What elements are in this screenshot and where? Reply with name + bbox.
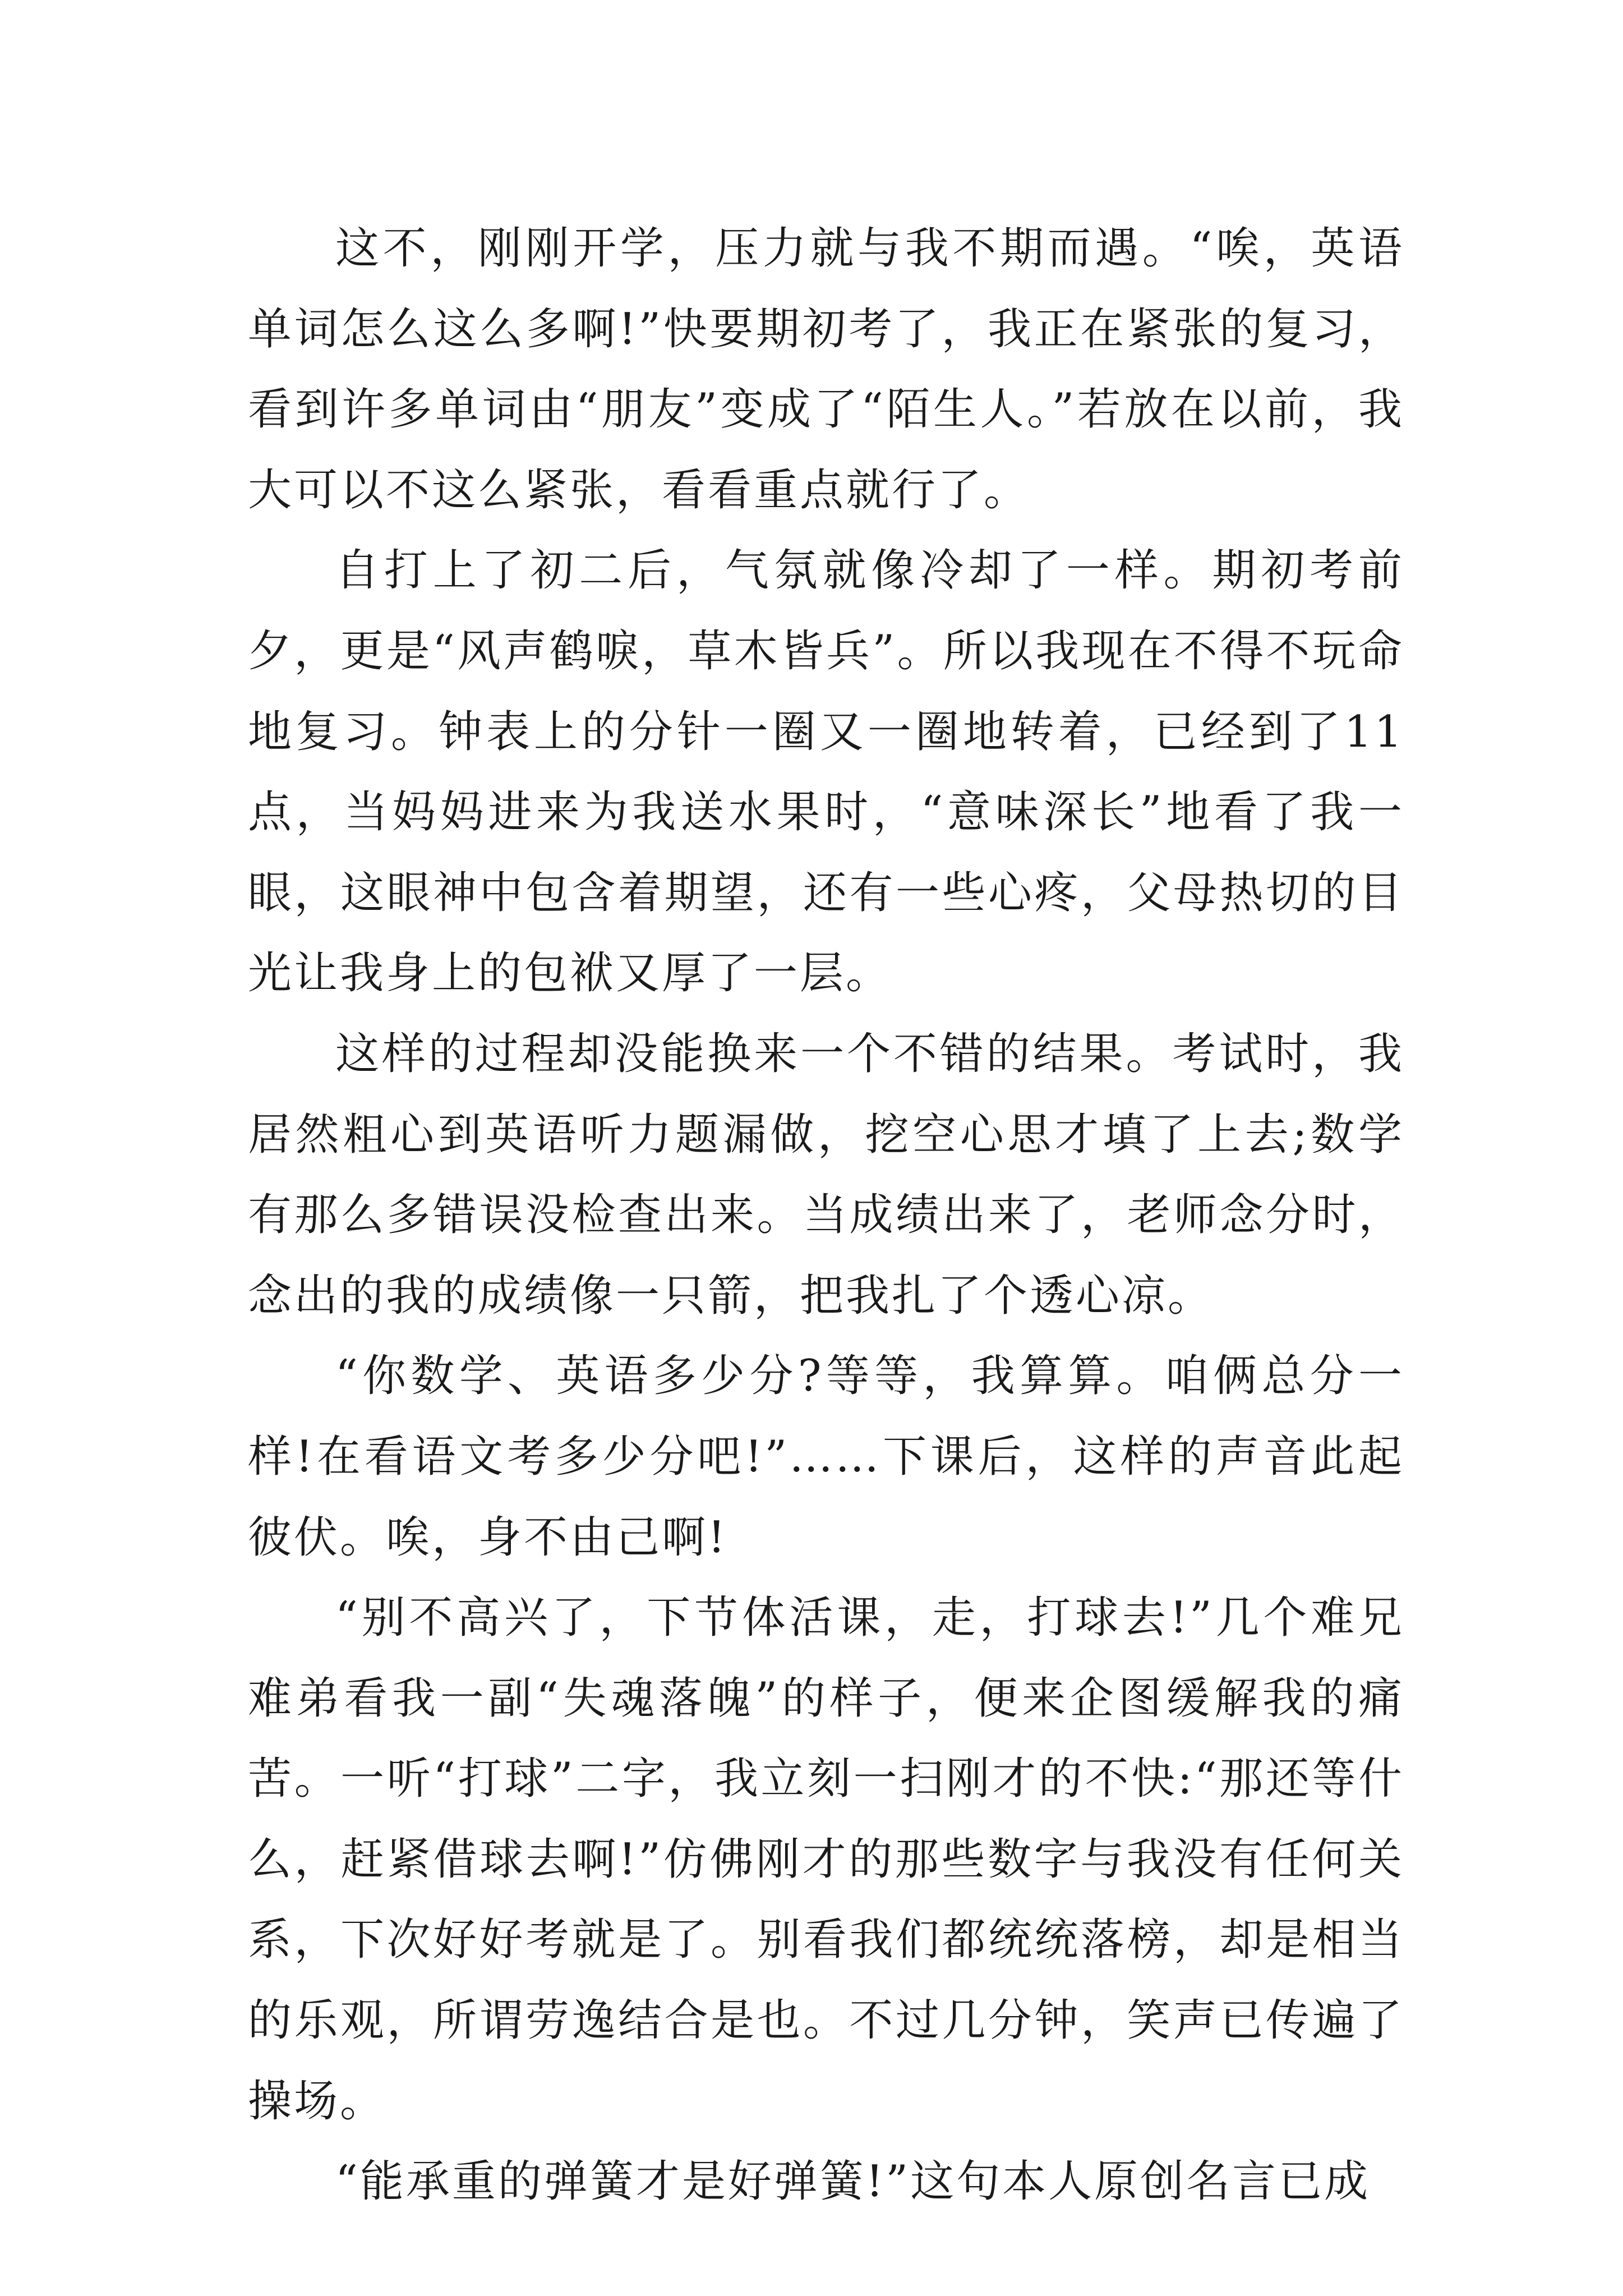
document-body	[248, 209, 1404, 2223]
paragraph-6: “能承重的弹簧才是好弹簧!”这句本人原创名言已成	[335, 2156, 1371, 2207]
paragraph-4: “你数学、英语多少分?等等，我算算。咱俩总分一样!在看语文考多少分吧!”……下课后，这样的声音此起彼伏。唉，身不由己啊!	[248, 1351, 1404, 1563]
paragraph-2: 自打上了初二后，气氛就像冷却了一样。期初考前夕，更是“风声鹤唳，草木皆兵”。所以我现在不得不玩命地复习。钟表上的分针一圈又一圈地转着，已经到了11点，当妈妈进来为我送水果时，“意味深长”地看了我一眼，这眼神中包含着期望，还有一些心疼，父母热切的目光让我身上的包袱又厚了一层。	[248, 545, 1404, 999]
paragraph-1: 这不，刚刚开学，压力就与我不期而遇。“唉，英语单词怎么这么多啊!”快要期初考了，我正在紧张的复习，看到许多单词由“朋友”变成了“陌生人。”若放在以前，我大可以不这么紧张，看看重点就行了。	[248, 223, 1404, 516]
paragraph-5: “别不高兴了，下节体活课，走，打球去!”几个难兄难弟看我一副“失魂落魄”的样子，便来企图缓解我的痛苦。一听“打球”二字，我立刻一扫刚才的不快:“那还等什么，赶紧借球去啊!”仿佛刚才的那些数字与我没有任何关系，下次好好考就是了。别看我们都统统落榜，却是相当的乐观，所谓劳逸结合是也。不过几分钟，笑声已传遍了操场。	[248, 1593, 1404, 2127]
paragraph-3: 这样的过程却没能换来一个不错的结果。考试时，我居然粗心到英语听力题漏做，挖空心思才填了上去;数学有那么多错误没检查出来。当成绩出来了，老师念分时，念出的我的成绩像一只箭，把我扎了个透心凉。	[248, 1028, 1404, 1321]
